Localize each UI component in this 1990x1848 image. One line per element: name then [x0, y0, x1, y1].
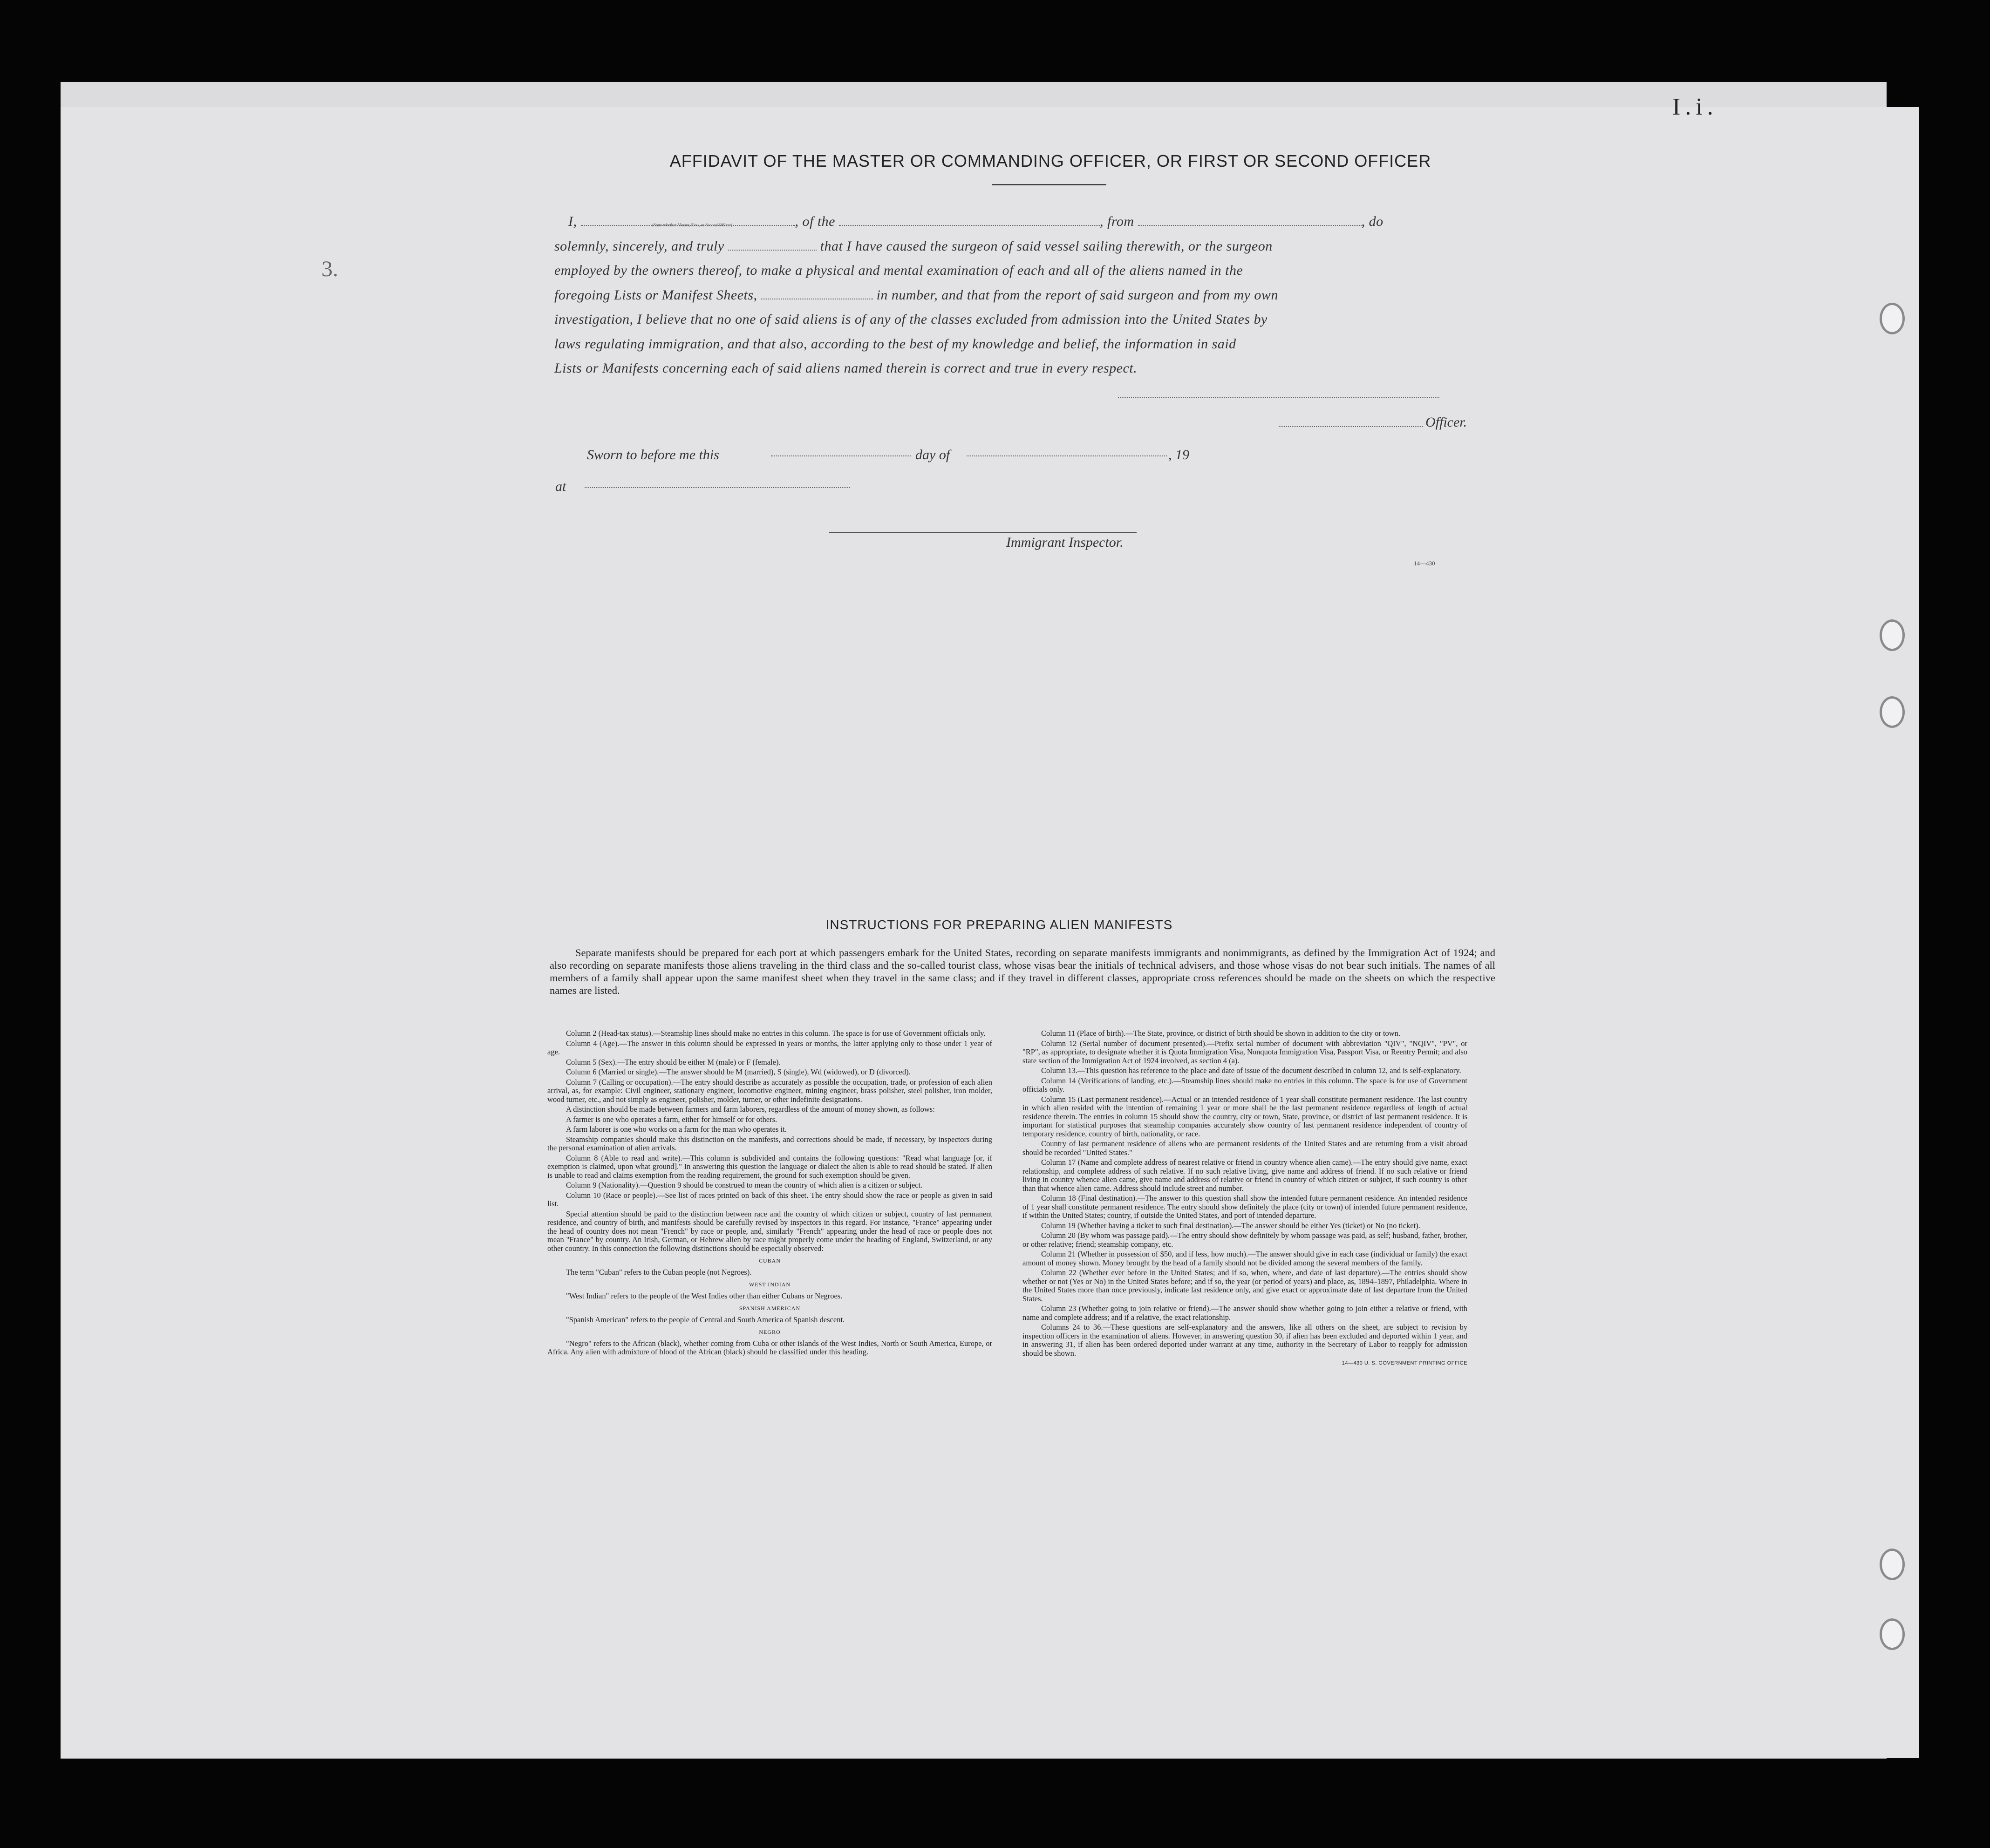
- affidavit-line-6: laws regulating immigration, and that also, according to the best of my knowledge and belief, the information in said: [554, 336, 1236, 352]
- instruction-paragraph: Country of last permanent residence of aliens who are permanent residents of the United States and are returning from a visit abroad should be recorded "United States.": [1022, 1139, 1467, 1157]
- manifest-page: [61, 94, 1919, 1758]
- punch-hole: [1880, 1618, 1905, 1650]
- at-label: at: [555, 479, 566, 494]
- officer-title-line[interactable]: [1279, 426, 1423, 427]
- instruction-paragraph: Column 20 (By whom was passage paid).—The entry should show definitely by whom passage was paid, as self; husband, father, brother, or other relative; friend; steamship company, etc.: [1022, 1231, 1467, 1249]
- sworn-day-blank[interactable]: [771, 455, 911, 456]
- instruction-paragraph: Column 8 (Able to read and write).—This column is subdivided and contains the following questions: "Read what language [or, if exemption is claimed, upon what ground]." In answering this question the language or dialect the alien is able to read should be stated. If alien is unable to read and claims exemption from the reading requirement, the ground for such exemption should be given.: [547, 1153, 992, 1180]
- instruction-paragraph: A distinction should be made between farmers and farm laborers, regardless of the amount of money shown, as follows:: [566, 1105, 935, 1114]
- instruction-paragraph: Column 14 (Verifications of landing, etc.).—Steamship lines should make no entries in this column. The space is for use of Government officials only.: [1022, 1076, 1467, 1094]
- sworn-place-blank[interactable]: [585, 487, 850, 488]
- west-indian-definition: "West Indian" refers to the people of the West Indies other than either Cubans or Negroes.: [566, 1291, 843, 1300]
- instruction-paragraph: Column 23 (Whether going to join relative or friend).—The answer should show whether going to join either a relative or friend, with name and complete address; and if a relative, the exact relationship.: [1022, 1304, 1467, 1322]
- instruction-paragraph: Column 19 (Whether having a ticket to such final destination).—The answer should be either Yes (ticket) or No (no ticket).: [1041, 1221, 1420, 1230]
- affidavit-body: [554, 210, 1472, 381]
- instruction-paragraph: A farm laborer is one who works on a farm for the man who operates it.: [566, 1125, 787, 1134]
- punch-hole: [1880, 1549, 1905, 1580]
- instruction-paragraph: Column 7 (Calling or occupation).—The entry should describe as accurately as possible the occupation, trade, or profession of each alien arrival, as, for example: Civil engineer, stationary engineer, locomotive engineer, mining engineer, brass polisher, steel polisher, iron molder, wood turner, etc., and not simply as engineer, polisher, molder, turner, or other indefinite designations.: [547, 1077, 992, 1104]
- instruction-paragraph: Column 6 (Married or single).—The answer should be M (married), S (single), Wd (widowed), or D (divorced).: [566, 1067, 911, 1076]
- instruction-paragraph: Column 13.—This question has reference to the place and date of issue of the document described in column 12, and is self-explanatory.: [1041, 1066, 1461, 1075]
- instruction-paragraph: Column 12 (Serial number of document presented).—Prefix serial number of document with abbreviation "QIV", "NQIV", "PV", or "RP", as appropriate, to designate whether it is Quota Immigration Visa, Nonquota Immigration Visa, Passport Visa, or Reentry Permit; and also state section of the Immigration Act of 1924 involved, as section 4 (a).: [1022, 1039, 1467, 1065]
- affidavit-line-3: employed by the owners thereof, to make a physical and mental examination of each and all of the aliens named in the: [554, 263, 1243, 278]
- punch-hole: [1880, 696, 1905, 728]
- sworn-label: Sworn to before me this: [587, 447, 719, 462]
- instruction-paragraph: Column 11 (Place of birth).—The State, province, or district of birth should be shown in addition to the city or town.: [1041, 1029, 1401, 1038]
- officer-signature-line[interactable]: [1118, 397, 1439, 398]
- spanish-american-definition: "Spanish American" refers to the people of Central and South America of Spanish descent.: [566, 1315, 845, 1324]
- negro-definition: "Negro" refers to the African (black), whether coming from Cuba or other islands of the West Indies, North or South America, Europe, or Africa. Any alien with admixture of blood of the African (black) should be classified under this heading.: [547, 1338, 992, 1356]
- officer-label: Officer.: [1425, 414, 1467, 430]
- instruction-paragraph: Column 4 (Age).—The answer in this column should be expressed in years or months, the latter applying only to those under 1 year of age.: [547, 1039, 992, 1056]
- instructions-right-column: [1022, 1029, 1467, 1369]
- form-number: 14—430: [1414, 560, 1435, 567]
- instruction-paragraph: Column 10 (Race or people).—See list of races printed on back of this sheet. The entry should show the race or people as given in said list.: [547, 1190, 992, 1208]
- corner-mark: I.i.: [1672, 94, 1718, 120]
- instruction-paragraph: Column 17 (Name and complete address of nearest relative or friend in country whence alien came).—The entry should give name, exact relationship, and complete address of such relative. If no such relative living, give name and address of friend. If no such relative or friend living in country whence alien came, give name and address of relative or friend in country of which citizen or subject, if such country is other than that whence alien came. Address should include street and number.: [1022, 1158, 1467, 1193]
- vessel-name-blank[interactable]: [839, 213, 1100, 226]
- instruction-paragraph: Column 15 (Last permanent residence).—Actual or an intended residence of 1 year shall constitute permanent residence. The last country in which alien resided with the intention of remaining 1 year or more shall be the last permanent residence regardless of length of actual residence therein. The entries in column 15 should show the country, city or town, State, province, or district of last permanent residence. It is important for statistical purposes that steamship companies accurately show country of last permanent residence independent of country of temporary residence, country of birth, nationality, or race.: [1022, 1094, 1467, 1138]
- instructions-title: INSTRUCTIONS FOR PREPARING ALIEN MANIFESTS: [825, 917, 1173, 932]
- affidavit-line-5: investigation, I believe that no one of said aliens is of any of the classes excluded from admission into the United States by: [554, 312, 1268, 327]
- instruction-paragraph: Column 21 (Whether in possession of $50, and if less, how much).—The answer should give in each case (individual or family) the exact amount of money shown. Money brought by the head of a family should not be divided among the several members of the family.: [1022, 1250, 1467, 1267]
- instruction-paragraph: Special attention should be paid to the distinction between race and the country of which citizen or subject, country of last permanent residence, and country of birth, and manifests should be carefully revised by inspectors in this regard. For instance, "France" appearing under the head of country does not mean "French" by race or people, and, similarly "French" appearing under the head of race or people does not mean "France" by country. An Irish, German, or Hebrew alien by race might properly come under the heading of England, Switzerland, or any other country. In this connection the following distinctions should be especially observed:: [547, 1209, 992, 1253]
- instruction-paragraph: Column 18 (Final destination).—The answer to this question shall show the intended future permanent residence. An intended residence of 1 year shall constitute permanent residence. The entry should show definitely the place (city or town) of intended future permanent residence, if within the United States; country, if outside the United States, and port of intended departure.: [1022, 1194, 1467, 1220]
- affidavit-line-2: solemnly, sincerely, and truly that I have caused the surgeon of said vessel sailing therewith, or the surgeon: [554, 238, 1273, 254]
- affidavit-line-4: foregoing Lists or Manifest Sheets, in number, and that from the report of said surgeon and from my own: [554, 287, 1278, 303]
- sworn-month-blank[interactable]: [967, 455, 1167, 456]
- title-rule: [992, 184, 1106, 185]
- port-blank[interactable]: [1138, 213, 1362, 226]
- instruction-paragraph: Steamship companies should make this distinction on the manifests, and corrections should be made, if necessary, by inspectors during the personal examination of alien arrivals.: [547, 1135, 992, 1152]
- instruction-paragraph: Column 5 (Sex).—The entry should be either M (male) or F (female).: [566, 1057, 781, 1067]
- instruction-paragraph: Column 22 (Whether ever before in the United States; and if so, when, where, and date of last departure).—The entries should show whether or not (Yes or No) in the United States before; and if so, the year (or period of years) and place, as, 1894–1897, Philadelphia. Where in the United States more than once previously, indicate last residence only, and give exact or approximate date of last departure from the United States.: [1022, 1268, 1467, 1303]
- instructions-intro: Separate manifests should be prepared for each port at which passengers embark for the United States, recording on separate manifests immigrants and nonimmigrants, as defined by the Immigration Act of 1924; and also recording on separate manifests those aliens traveling in the third class and the so-called tourist class, whose visas bear the initials of technical advisers, and those whose visas do not bear such initials. The names of all members of a family shall appear upon the same manifest sheet when they travel in the same class; and if they travel in different classes, appropriate cross references should be made on the sheets on which the respective names are listed.: [550, 947, 1495, 996]
- punch-hole: [1880, 303, 1905, 334]
- spanish-american-heading: SPANISH AMERICAN: [739, 1305, 801, 1311]
- margin-mark: 3.: [321, 257, 338, 281]
- affidavit-line-7: Lists or Manifests concerning each of said aliens named therein is correct and true in every respect.: [554, 360, 1138, 376]
- aliens-count-blank[interactable]: [761, 286, 873, 299]
- cuban-definition: The term "Cuban" refers to the Cuban people (not Negroes).: [566, 1267, 752, 1277]
- punch-hole: [1880, 619, 1905, 651]
- inspector-label: Immigrant Inspector.: [1006, 535, 1124, 550]
- day-of-label: day of: [915, 447, 950, 462]
- affidavit-line-1: I, , of the , from , do: [568, 214, 1383, 229]
- instruction-paragraph: Columns 24 to 36.—These questions are self-explanatory and the answers, like all others on the sheet, are subject to revision by inspection officers in the examination of aliens. However, in answering question 30, if alien has been excluded and deported within 1 year, and in answering 31, if alien has been ordered deported under warrant at any time, authority in the Secretary of Labor to reapply for admission should be shown.: [1022, 1323, 1467, 1358]
- oath-blank[interactable]: [728, 238, 817, 251]
- instruction-paragraph: Column 2 (Head-tax status).—Steamship lines should make no entries in this column. The space is for use of Government officials only.: [566, 1029, 986, 1038]
- year-label: , 19: [1168, 447, 1189, 462]
- affidavit-title: AFFIDAVIT OF THE MASTER OR COMMANDING OFFICER, OR FIRST OR SECOND OFFICER: [669, 151, 1431, 170]
- cuban-heading: CUBAN: [758, 1257, 781, 1264]
- west-indian-heading: WEST INDIAN: [749, 1281, 791, 1288]
- printing-office-footer: 14—430 U. S. GOVERNMENT PRINTING OFFICE: [1342, 1360, 1467, 1366]
- negro-heading: NEGRO: [759, 1329, 781, 1335]
- instruction-paragraph: Column 9 (Nationality).—Question 9 should be construed to mean the country of which alien is a citizen or subject.: [566, 1181, 923, 1189]
- instructions-left-column: [547, 1029, 992, 1358]
- instruction-paragraph: A farmer is one who operates a farm, either for himself or for others.: [566, 1114, 777, 1124]
- rank-note: (State whether Master, First, or Second Officer): [652, 223, 732, 227]
